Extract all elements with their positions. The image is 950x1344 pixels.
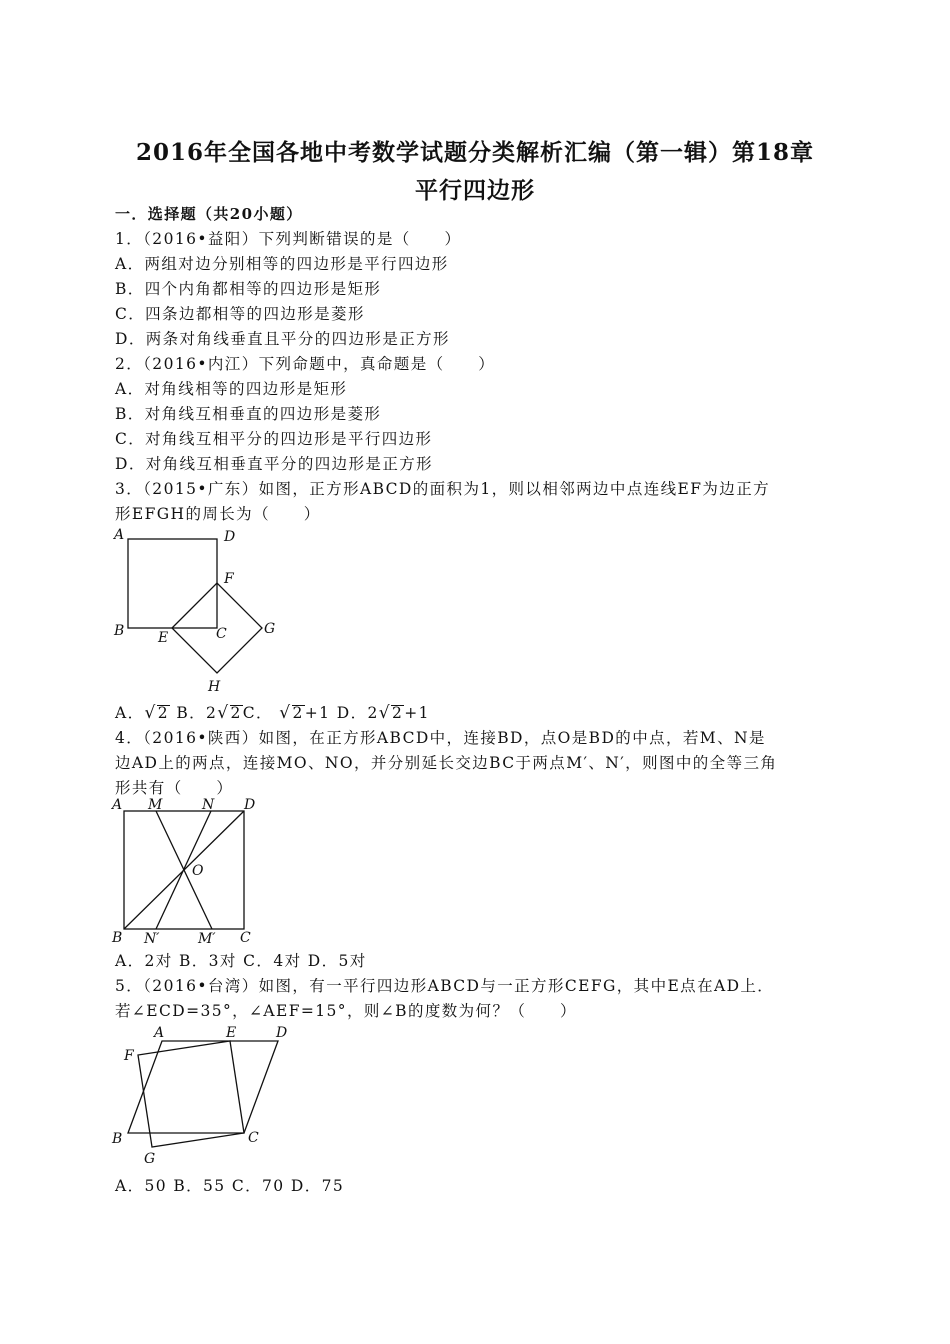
q3-option-d-label: D．2 [336, 704, 379, 722]
q4-stem-line3: 形共有（ ） [115, 779, 234, 797]
q3-option-c-tail: +1 [304, 704, 331, 722]
q3-option-c-label: C． [242, 704, 273, 722]
q3-option-b-label: B．2 [176, 704, 218, 722]
q3-label-f: F [224, 571, 234, 587]
sqrt-symbol: √ [144, 703, 157, 723]
sqrt-symbol: √ [378, 703, 391, 723]
q3-square-abcd [128, 539, 217, 628]
q3-option-d-radicand: 2 [392, 704, 404, 722]
q5-figure [110, 1022, 300, 1170]
q5-label-a: A [154, 1025, 165, 1041]
q2-option-c: C．对角线互相平分的四边形是平行四边形 [115, 430, 433, 448]
q5-answer-options: A．50 B．55 C．70 D．75 [115, 1177, 345, 1195]
q4-answer-options: A．2对 B．3对 C．4对 D．5对 [115, 952, 367, 970]
q1-option-c: C．四条边都相等的四边形是菱形 [115, 305, 365, 323]
q4-label-o: O [192, 863, 204, 879]
q3-stem-line2: 形EFGH的周长为（ ） [115, 505, 321, 523]
document-title-line1: 2016年全国各地中考数学试题分类解析汇编（第一辑）第18章 [135, 139, 815, 166]
q3-option-a-radicand: 2 [157, 704, 169, 722]
q3-option-a-label: A． [115, 704, 145, 722]
q4-label-d: D [244, 797, 256, 813]
q5-stem-line2: 若∠ECD=35°，∠AEF=15°，则∠B的度数为何？（ ） [115, 1002, 577, 1020]
q4-stem-line1: 4．（2016•陕西）如图，在正方形ABCD中，连接BD，点O是BD的中点，若M、N是 [115, 729, 766, 747]
q2-option-d: D．对角线互相垂直平分的四边形是正方形 [115, 455, 434, 473]
q3-stem-line1: 3．（2015•广东）如图，正方形ABCD的面积为1，则以相邻两边中点连线EF为边正方 [115, 480, 770, 498]
q5-label-g: G [144, 1151, 156, 1167]
sqrt-symbol: √ [217, 703, 230, 723]
q5-square-cefg [138, 1041, 244, 1147]
q3-option-c-radicand: 2 [292, 704, 304, 722]
q4-label-b: B [112, 930, 123, 946]
q4-label-n: N [202, 797, 215, 813]
q5-label-f: F [124, 1048, 134, 1064]
q1-stem: 1．（2016•益阳）下列判断错误的是（ ） [115, 230, 462, 248]
q4-figure [110, 795, 270, 950]
section-heading: 一．选择题（共20小题） [115, 205, 303, 223]
q4-label-a: A [112, 797, 123, 813]
q4-label-n-prime: N′ [144, 931, 160, 947]
q3-label-b: B [114, 623, 125, 639]
q1-option-d: D．两条对角线垂直且平分的四边形是正方形 [115, 330, 450, 348]
q3-answer-options [115, 701, 430, 723]
q5-label-b: B [112, 1131, 123, 1147]
q3-option-b-radicand: 2 [230, 704, 242, 722]
q4-stem-line2: 边AD上的两点，连接MO、NO，并分别延长交边BC于两点M′、N′，则图中的全等三角 [115, 754, 778, 772]
q3-label-e: E [158, 630, 169, 646]
q1-option-b: B．四个内角都相等的四边形是矩形 [115, 280, 382, 298]
q3-label-a: A [114, 527, 125, 543]
q4-label-c: C [240, 930, 251, 946]
q3-label-h: H [208, 679, 221, 695]
q5-parallelogram-abcd [128, 1041, 278, 1133]
q1-option-a: A．两组对边分别相等的四边形是平行四边形 [115, 255, 449, 273]
q3-label-g: G [264, 621, 276, 637]
document-title-line2: 平行四边形 [415, 177, 535, 204]
q2-option-b: B．对角线互相垂直的四边形是菱形 [115, 405, 382, 423]
q4-label-m: M [148, 797, 163, 813]
q3-label-d: D [224, 529, 236, 545]
q3-label-c: C [216, 626, 227, 642]
q5-label-c: C [248, 1130, 259, 1146]
q4-label-m-prime: M′ [198, 931, 216, 947]
q3-figure [110, 525, 285, 695]
q3-option-d-tail: +1 [404, 704, 430, 722]
q2-option-a: A．对角线相等的四边形是矩形 [115, 380, 348, 398]
q5-label-d: D [276, 1025, 288, 1041]
q5-stem-line1: 5．（2016•台湾）如图，有一平行四边形ABCD与一正方形CEFG，其中E点在AD上． [115, 977, 775, 995]
q2-stem: 2．（2016•内江）下列命题中，真命题是（ ） [115, 355, 496, 373]
sqrt-symbol: √ [279, 703, 292, 723]
q5-label-e: E [226, 1025, 237, 1041]
